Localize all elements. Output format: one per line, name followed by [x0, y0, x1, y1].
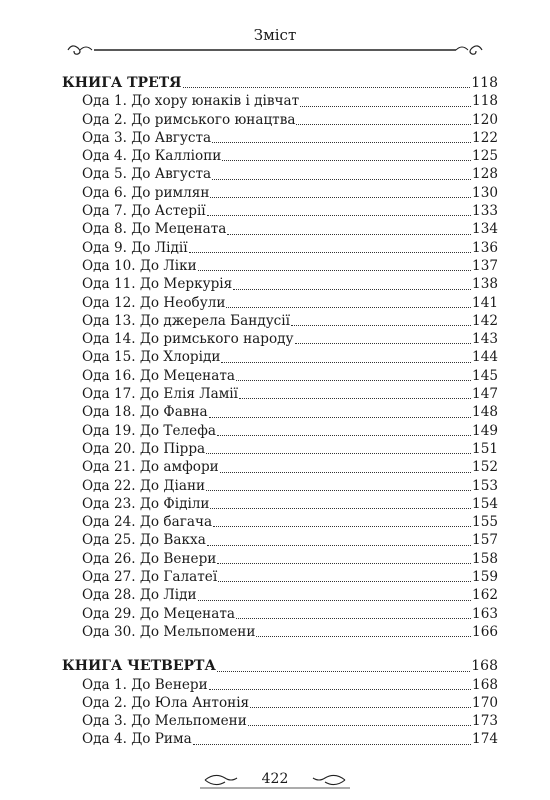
toc-entry-title: Ода 16. До Мецената [82, 367, 235, 384]
toc-entry-page: 162 [472, 587, 498, 604]
toc-entry-page: 142 [472, 312, 498, 329]
dot-leader [217, 670, 470, 672]
toc-entry-title: Ода 4. До Рима [82, 731, 192, 748]
toc-entry-title: Ода 4. До Калліопи [82, 148, 222, 165]
toc-entry [62, 550, 498, 568]
toc-entry [62, 92, 498, 110]
toc-entry [62, 495, 498, 513]
toc-entry [62, 220, 498, 238]
dot-leader [189, 251, 472, 253]
toc-entry-page: 159 [472, 569, 498, 586]
page-header-title: Зміст [253, 26, 297, 44]
dot-leader [207, 544, 471, 546]
dot-leader [221, 361, 471, 363]
dot-leader [210, 196, 471, 198]
toc-entry-title: Ода 21. До амфори [82, 459, 219, 476]
toc-entry-title: Ода 1. До Венери [82, 676, 208, 693]
toc-entry-title: Ода 24. До багача [82, 514, 213, 531]
toc-entry [62, 367, 498, 385]
toc-entry-title: Ода 13. До джерела Бандусії [82, 312, 290, 329]
toc-entry-page: 118 [472, 93, 498, 110]
toc-entry-title: Ода 3. До Августа [82, 129, 212, 146]
toc-entry-title: Ода 11. До Меркурія [82, 276, 233, 293]
toc-entry [62, 239, 498, 257]
toc-entry-page: 122 [472, 129, 498, 146]
dot-leader [256, 635, 471, 637]
toc-entry [62, 712, 498, 730]
toc-entry-page: 144 [472, 349, 498, 366]
toc-entry-title: Ода 2. До Юла Антонія [82, 694, 250, 711]
toc-entry [62, 676, 498, 694]
toc-entry-title: Ода 15. До Хлоріди [82, 349, 221, 366]
toc-entry-page: 151 [472, 440, 498, 457]
toc-entry-page: 125 [472, 148, 498, 165]
toc-entry [62, 111, 498, 129]
toc-entry-page: 143 [472, 331, 498, 348]
dot-leader [250, 706, 471, 708]
toc-entry-page: 174 [472, 731, 498, 748]
table-of-contents [62, 74, 498, 749]
dot-leader [206, 489, 471, 491]
toc-entry [62, 586, 498, 604]
dot-leader [295, 342, 472, 344]
toc-entry [62, 422, 498, 440]
toc-entry [62, 730, 498, 748]
toc-entry [62, 184, 498, 202]
toc-entry-title: Ода 29. До Мецената [82, 605, 235, 622]
toc-entry-page: 168 [472, 676, 498, 693]
dot-leader [183, 86, 471, 88]
toc-entry-title: Ода 14. До римського народу [82, 331, 294, 348]
toc-entry-title: Ода 19. До Телефа [82, 422, 216, 439]
dot-leader [296, 123, 471, 125]
toc-book-entry [62, 657, 498, 675]
dot-leader [210, 507, 471, 509]
toc-entry [62, 403, 498, 421]
toc-entry [62, 605, 498, 623]
toc-entry [62, 294, 498, 312]
toc-entry-page: 149 [472, 422, 498, 439]
toc-entry-page: 166 [472, 623, 498, 640]
toc-entry-title: Ода 6. До римлян [82, 184, 210, 201]
dot-leader [233, 288, 471, 290]
dot-leader [212, 141, 471, 143]
dot-leader [209, 416, 471, 418]
toc-entry-title: Ода 1. До хору юнаків і дівчат [82, 93, 300, 110]
toc-entry-title: Ода 10. До Ліки [82, 257, 197, 274]
toc-entry-title: КНИГА ЧЕТВЕРТА [62, 658, 216, 675]
toc-entry-title: Ода 20. До Пірра [82, 440, 206, 457]
toc-entry-page: 128 [472, 166, 498, 183]
toc-entry-page: 168 [471, 658, 498, 675]
toc-entry-page: 158 [472, 550, 498, 567]
dot-leader [236, 617, 471, 619]
toc-entry [62, 385, 498, 403]
toc-entry-title: Ода 18. До Фавна [82, 404, 208, 421]
toc-entry [62, 513, 498, 531]
toc-entry-page: 163 [472, 605, 498, 622]
toc-entry-title: Ода 23. До Фіділи [82, 495, 210, 512]
toc-entry [62, 257, 498, 275]
toc-entry-title: КНИГА ТРЕТЯ [62, 75, 182, 91]
toc-entry-page: 152 [472, 459, 498, 476]
dot-leader [217, 562, 471, 564]
toc-entry-title: Ода 30. До Мельпомени [82, 623, 256, 640]
dot-leader [193, 743, 471, 745]
dot-leader [300, 105, 471, 107]
toc-entry-page: 153 [472, 477, 498, 494]
toc-entry [62, 477, 498, 495]
dot-leader [222, 159, 471, 161]
toc-entry-page: 173 [472, 713, 498, 730]
dot-leader [291, 324, 471, 326]
toc-entry-title: Ода 22. До Діани [82, 477, 206, 494]
toc-entry-title: Ода 7. До Астерії [82, 203, 206, 220]
toc-entry-page: 138 [472, 276, 498, 293]
toc-entry [62, 568, 498, 586]
toc-entry-page: 157 [472, 532, 498, 549]
toc-entry-title: Ода 12. До Необули [82, 294, 226, 311]
toc-entry-title: Ода 9. До Лідії [82, 239, 188, 256]
dot-leader [209, 688, 471, 690]
header-ornament-rule [66, 40, 484, 60]
dot-leader [206, 452, 471, 454]
dot-leader [218, 580, 471, 582]
toc-entry-page: 130 [472, 184, 498, 201]
toc-entry [62, 458, 498, 476]
toc-entry [62, 147, 498, 165]
toc-entry-page: 120 [472, 111, 498, 128]
toc-entry-title: Ода 3. До Мельпомени [82, 713, 247, 730]
section-gap [62, 641, 498, 657]
toc-entry [62, 129, 498, 147]
toc-entry-title: Ода 26. До Венери [82, 550, 217, 567]
dot-leader [220, 471, 471, 473]
dot-leader [198, 599, 471, 601]
toc-entry-title: Ода 27. До Галатеї [82, 569, 218, 586]
toc-entry-page: 154 [472, 495, 498, 512]
toc-entry-page: 170 [472, 694, 498, 711]
dot-leader [248, 724, 471, 726]
toc-entry-title: Ода 25. До Вакха [82, 532, 206, 549]
toc-entry [62, 165, 498, 183]
toc-entry [62, 694, 498, 712]
toc-entry-title: Ода 17. До Елія Ламії [82, 386, 238, 403]
toc-entry-page: 134 [472, 221, 498, 238]
toc-entry-page: 148 [472, 404, 498, 421]
dot-leader [207, 214, 471, 216]
dot-leader [212, 178, 471, 180]
toc-book-entry [62, 74, 498, 92]
toc-entry-page: 118 [471, 75, 498, 91]
toc-entry-title: Ода 2. До римського юнацтва [82, 111, 296, 128]
toc-entry-page: 147 [472, 386, 498, 403]
toc-entry [62, 202, 498, 220]
toc-entry-page: 133 [472, 203, 498, 220]
toc-entry [62, 440, 498, 458]
toc-entry-title: Ода 8. До Мецената [82, 221, 227, 238]
toc-entry-page: 136 [472, 239, 498, 256]
toc-entry-title: Ода 5. До Августа [82, 166, 212, 183]
page-number: 422 [261, 771, 289, 787]
toc-entry [62, 348, 498, 366]
toc-entry-page: 141 [472, 294, 498, 311]
dot-leader [239, 397, 471, 399]
toc-entry [62, 330, 498, 348]
dot-leader [226, 306, 471, 308]
dot-leader [217, 434, 471, 436]
toc-entry-page: 155 [472, 514, 498, 531]
dot-leader [213, 525, 471, 527]
toc-entry-page: 145 [472, 367, 498, 384]
toc-entry-title: Ода 28. До Ліди [82, 587, 197, 604]
toc-entry [62, 623, 498, 641]
dot-leader [198, 269, 471, 271]
dot-leader [236, 379, 471, 381]
toc-entry [62, 312, 498, 330]
toc-entry [62, 531, 498, 549]
dot-leader [227, 233, 471, 235]
toc-entry [62, 275, 498, 293]
toc-entry-page: 137 [472, 257, 498, 274]
